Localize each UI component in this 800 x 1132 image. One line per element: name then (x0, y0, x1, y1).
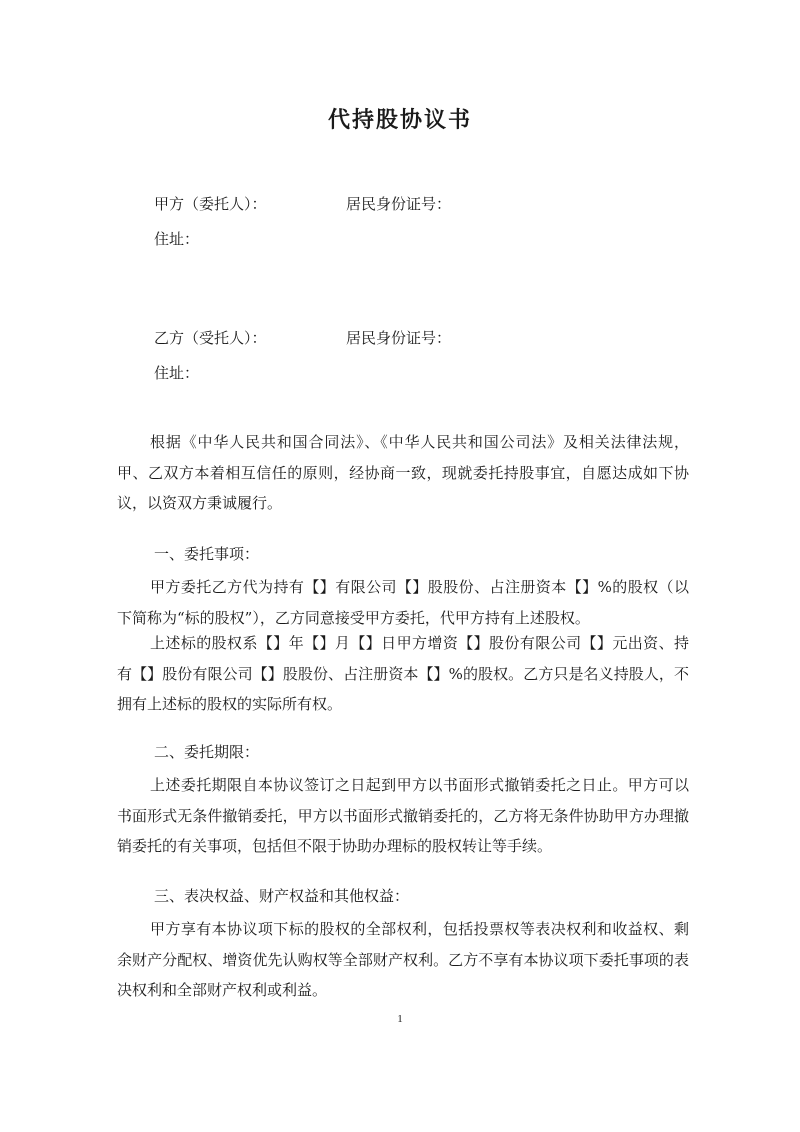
document-title: 代持股协议书 (327, 108, 472, 133)
section-2-heading: 二、委托期限： (154, 743, 260, 761)
preamble-paragraph: 根据《中华人民共和国合同法》、《中华人民共和国公司法》及相关法律法规，甲、乙双方本着相互信任的原则，经协商一致，现就委托持股事宜，自愿达成如下协议，以资双方秉诚履行。 (117, 433, 689, 512)
section-2-paragraph-1: 上述委托期限自本协议签订之日起到甲方以书面形式撤销委托之日止。甲方可以书面形式无条件撤销委托，甲方以书面形式撤销委托的，乙方将无条件协助甲方办理撤销委托的有关事项，包括但不限于协助办理标的股权转让等手续。 (117, 776, 689, 855)
party-b-address-label: 住址： (154, 364, 200, 382)
section-3-paragraph-1: 甲方享有本协议项下标的股权的全部权利，包括投票权等表决权利和收益权、剩余财产分配权、增资优先认购权等全部财产权利。乙方不享有本协议项下委托事项的表决权利和全部财产权利或利益。 (117, 920, 689, 999)
section-1-paragraph-2: 上述标的股权系【】年【】月【】日甲方增资【】股份有限公司【】元出资、持有【】股份有限公司【】股股份、占注册资本【】%的股权。乙方只是名义持股人，不拥有上述标的股权的实际所有权。 (117, 634, 689, 713)
party-a-id-label: 居民身份证号： (346, 195, 452, 213)
party-a-address-label: 住址： (154, 230, 200, 248)
section-1-heading: 一、委托事项： (154, 545, 260, 563)
party-a-label: 甲方（委托人）： (154, 195, 267, 213)
party-b-label: 乙方（受托人）： (154, 329, 267, 347)
section-3-heading: 三、表决权益、财产权益和其他权益： (154, 887, 410, 905)
party-b-id-label: 居民身份证号： (346, 329, 452, 347)
section-1-paragraph-1: 甲方委托乙方代为持有【】有限公司【】股股份、占注册资本【】%的股权（以下简称为“标的股权”），乙方同意接受甲方委托，代甲方持有上述股权。 (117, 578, 689, 627)
page-number: 1 (397, 1013, 403, 1025)
